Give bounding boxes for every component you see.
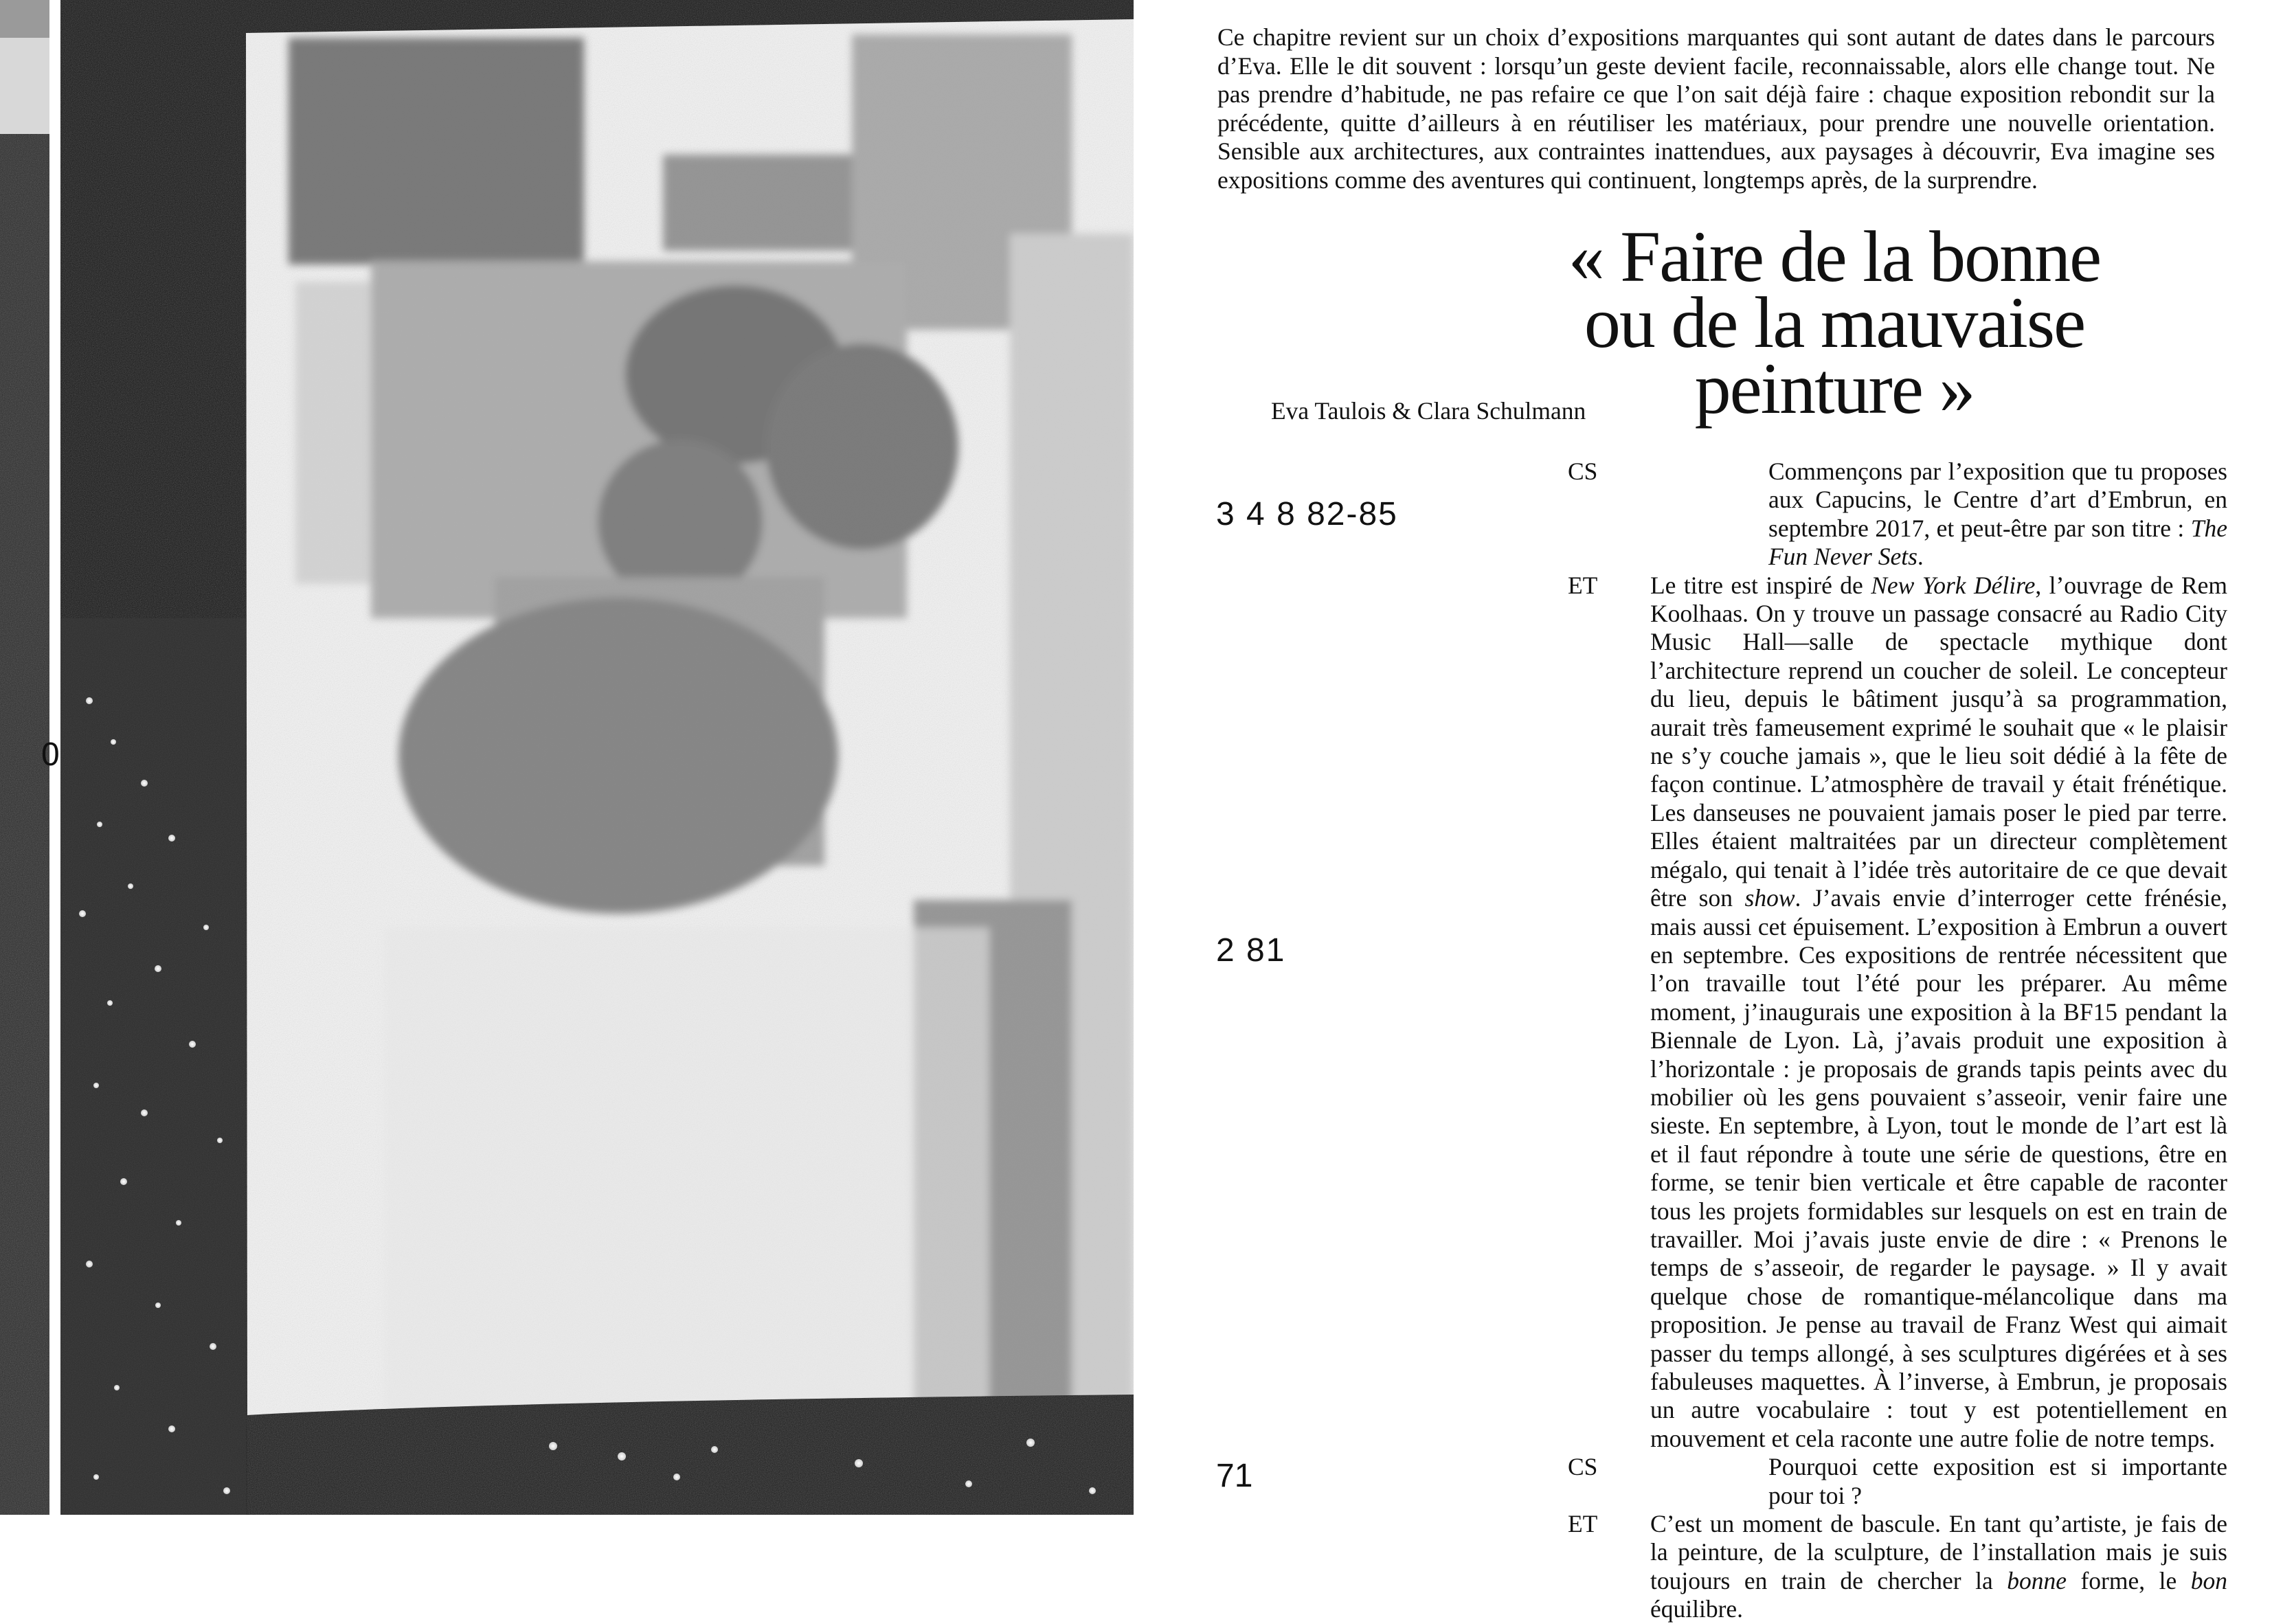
fold-page-number: 0 xyxy=(41,736,60,773)
text-segment: C’est un moment de bascule. En tant qu’artiste, je fais de la peinture, de la sculpture, de l’installation mais je suis toujours en train de chercher la xyxy=(1650,1510,2227,1594)
italic-text: bonne xyxy=(2007,1566,2067,1594)
painting-photo xyxy=(0,0,1134,1515)
interview-text xyxy=(1568,458,2227,1624)
chapter-title xyxy=(1491,216,2178,429)
text-segment: , l’ouvrage de Rem Koolhaas. On y trouve un passage consacré au Radio City Music Hall—salle de spectacle mythique dont l’architecture reprend un coucher de soleil. Le concepteur du lieu, depuis le bâtiment jusqu’à sa programmation, aurait très fameusement exprimé le souhait que « le plaisir ne s’y couche jamais », que le lieu soit dédié à la fête de façon continue. L’atmosphère de travail y était frénétique. Les danseuses ne pouvaient jamais poser le pied par terre. Elles étaient maltraitées par un directeur complètement mégalo, qui tenait à l’idée très autoritaire de ce que devait être son xyxy=(1650,571,2228,912)
speaker-initials: ET xyxy=(1568,571,1598,599)
text-segment: . xyxy=(1917,543,1924,571)
photo-page xyxy=(0,0,1134,1515)
speaker-initials: CS xyxy=(1568,1453,1598,1481)
title-line-1: « Faire de la bonne xyxy=(1568,216,2101,297)
text-segment: Commençons par l’exposition que tu proposes aux Capucins, le Centre d’art d’Embrun, en septembre 2017, et peut-être par son titre : xyxy=(1768,458,2227,542)
answer-paragraph xyxy=(1568,572,2227,1454)
title-line-3: peinture » xyxy=(1694,348,1975,429)
text-segment: forme, le xyxy=(2066,1566,2191,1594)
answer-paragraph xyxy=(1568,1510,2227,1624)
text-page xyxy=(1134,0,2272,1623)
italic-text: bon xyxy=(2190,1566,2227,1594)
chapter-intro: Ce chapitre revient sur un choix d’expositions marquantes qui sont autant de dates dans le parcours d’Eva. Elle le dit souvent : lorsqu’un geste devient facile, reconnaissable, alors elle change tout. Ne pas prendre d’habitude, ne pas refaire ce que l’on sait déjà faire : chaque exposition rebondit sur la précédente, quitte d’ailleurs à en réutiliser les matériaux, pour prendre une nouvelle orientation. Sensible aux architectures, aux contraintes inattendues, aux paysages à découvrir, Eva imagine ses expositions comme des aventures qui continuent, longtemps après, de la surprendre. xyxy=(1217,23,2215,194)
page-references-bottom: 2 81 xyxy=(1216,932,1286,969)
question-paragraph xyxy=(1568,1453,2227,1510)
text-segment: Pourquoi cette exposition est si importante pour toi ? xyxy=(1768,1453,2227,1509)
italic-text: show xyxy=(1744,884,1795,912)
authors: Eva Taulois & Clara Schulmann xyxy=(1271,397,1586,425)
page-number: 71 xyxy=(1216,1458,1253,1494)
text-segment: Le titre est inspiré de xyxy=(1650,571,1871,599)
text-segment: . J’avais envie d’interroger cette frénésie, mais aussi cet épuisement. L’exposition à Embrun a ouvert en septembre. Ces expositions de rentrée nécessitent que l’on travaille tout l’été pour les préparer. Au même moment, j’inaugurais une exposition à la BF15 pendant la Biennale de Lyon. Là, j’avais produit une exposition à l’horizontale : je proposais de grands tapis peints avec du mobilier où les gens pouvaient s’asseoir, venir faire une sieste. En septembre, à Lyon, tout le monde de l’art est là et il faut répondre à toute une série de questions, être en forme, se tenir bien verticale et être capable de raconter tous les projets formidables sur lesquels on est en train de travailler. Moi j’avais juste envie de dire : « Prenons le temps de s’asseoir, de regarder le paysage. » Il y avait quelque chose de romantique-mélancolique dans ma proposition. Je pense au travail de Franz West qui aimait passer du temps allongé, à ses sculptures digérées et à ses fabuleuses maquettes. À l’inverse, à Embrun, je proposais un autre vocabulaire : tout y est potentiellement en mouvement et cela raconte une autre folie de notre temps. xyxy=(1650,884,2228,1452)
page-references-top: 3 4 8 82-85 xyxy=(1216,496,1398,532)
speaker-initials: ET xyxy=(1568,1510,1598,1538)
speaker-initials: CS xyxy=(1568,458,1598,485)
italic-text: New York Délire xyxy=(1871,571,2036,599)
text-segment: équilibre. xyxy=(1650,1595,1744,1623)
question-paragraph xyxy=(1568,458,2227,572)
italic-text: The Fun Never Sets xyxy=(1768,514,2227,571)
title-line-2: ou de la mauvaise xyxy=(1584,282,2085,363)
